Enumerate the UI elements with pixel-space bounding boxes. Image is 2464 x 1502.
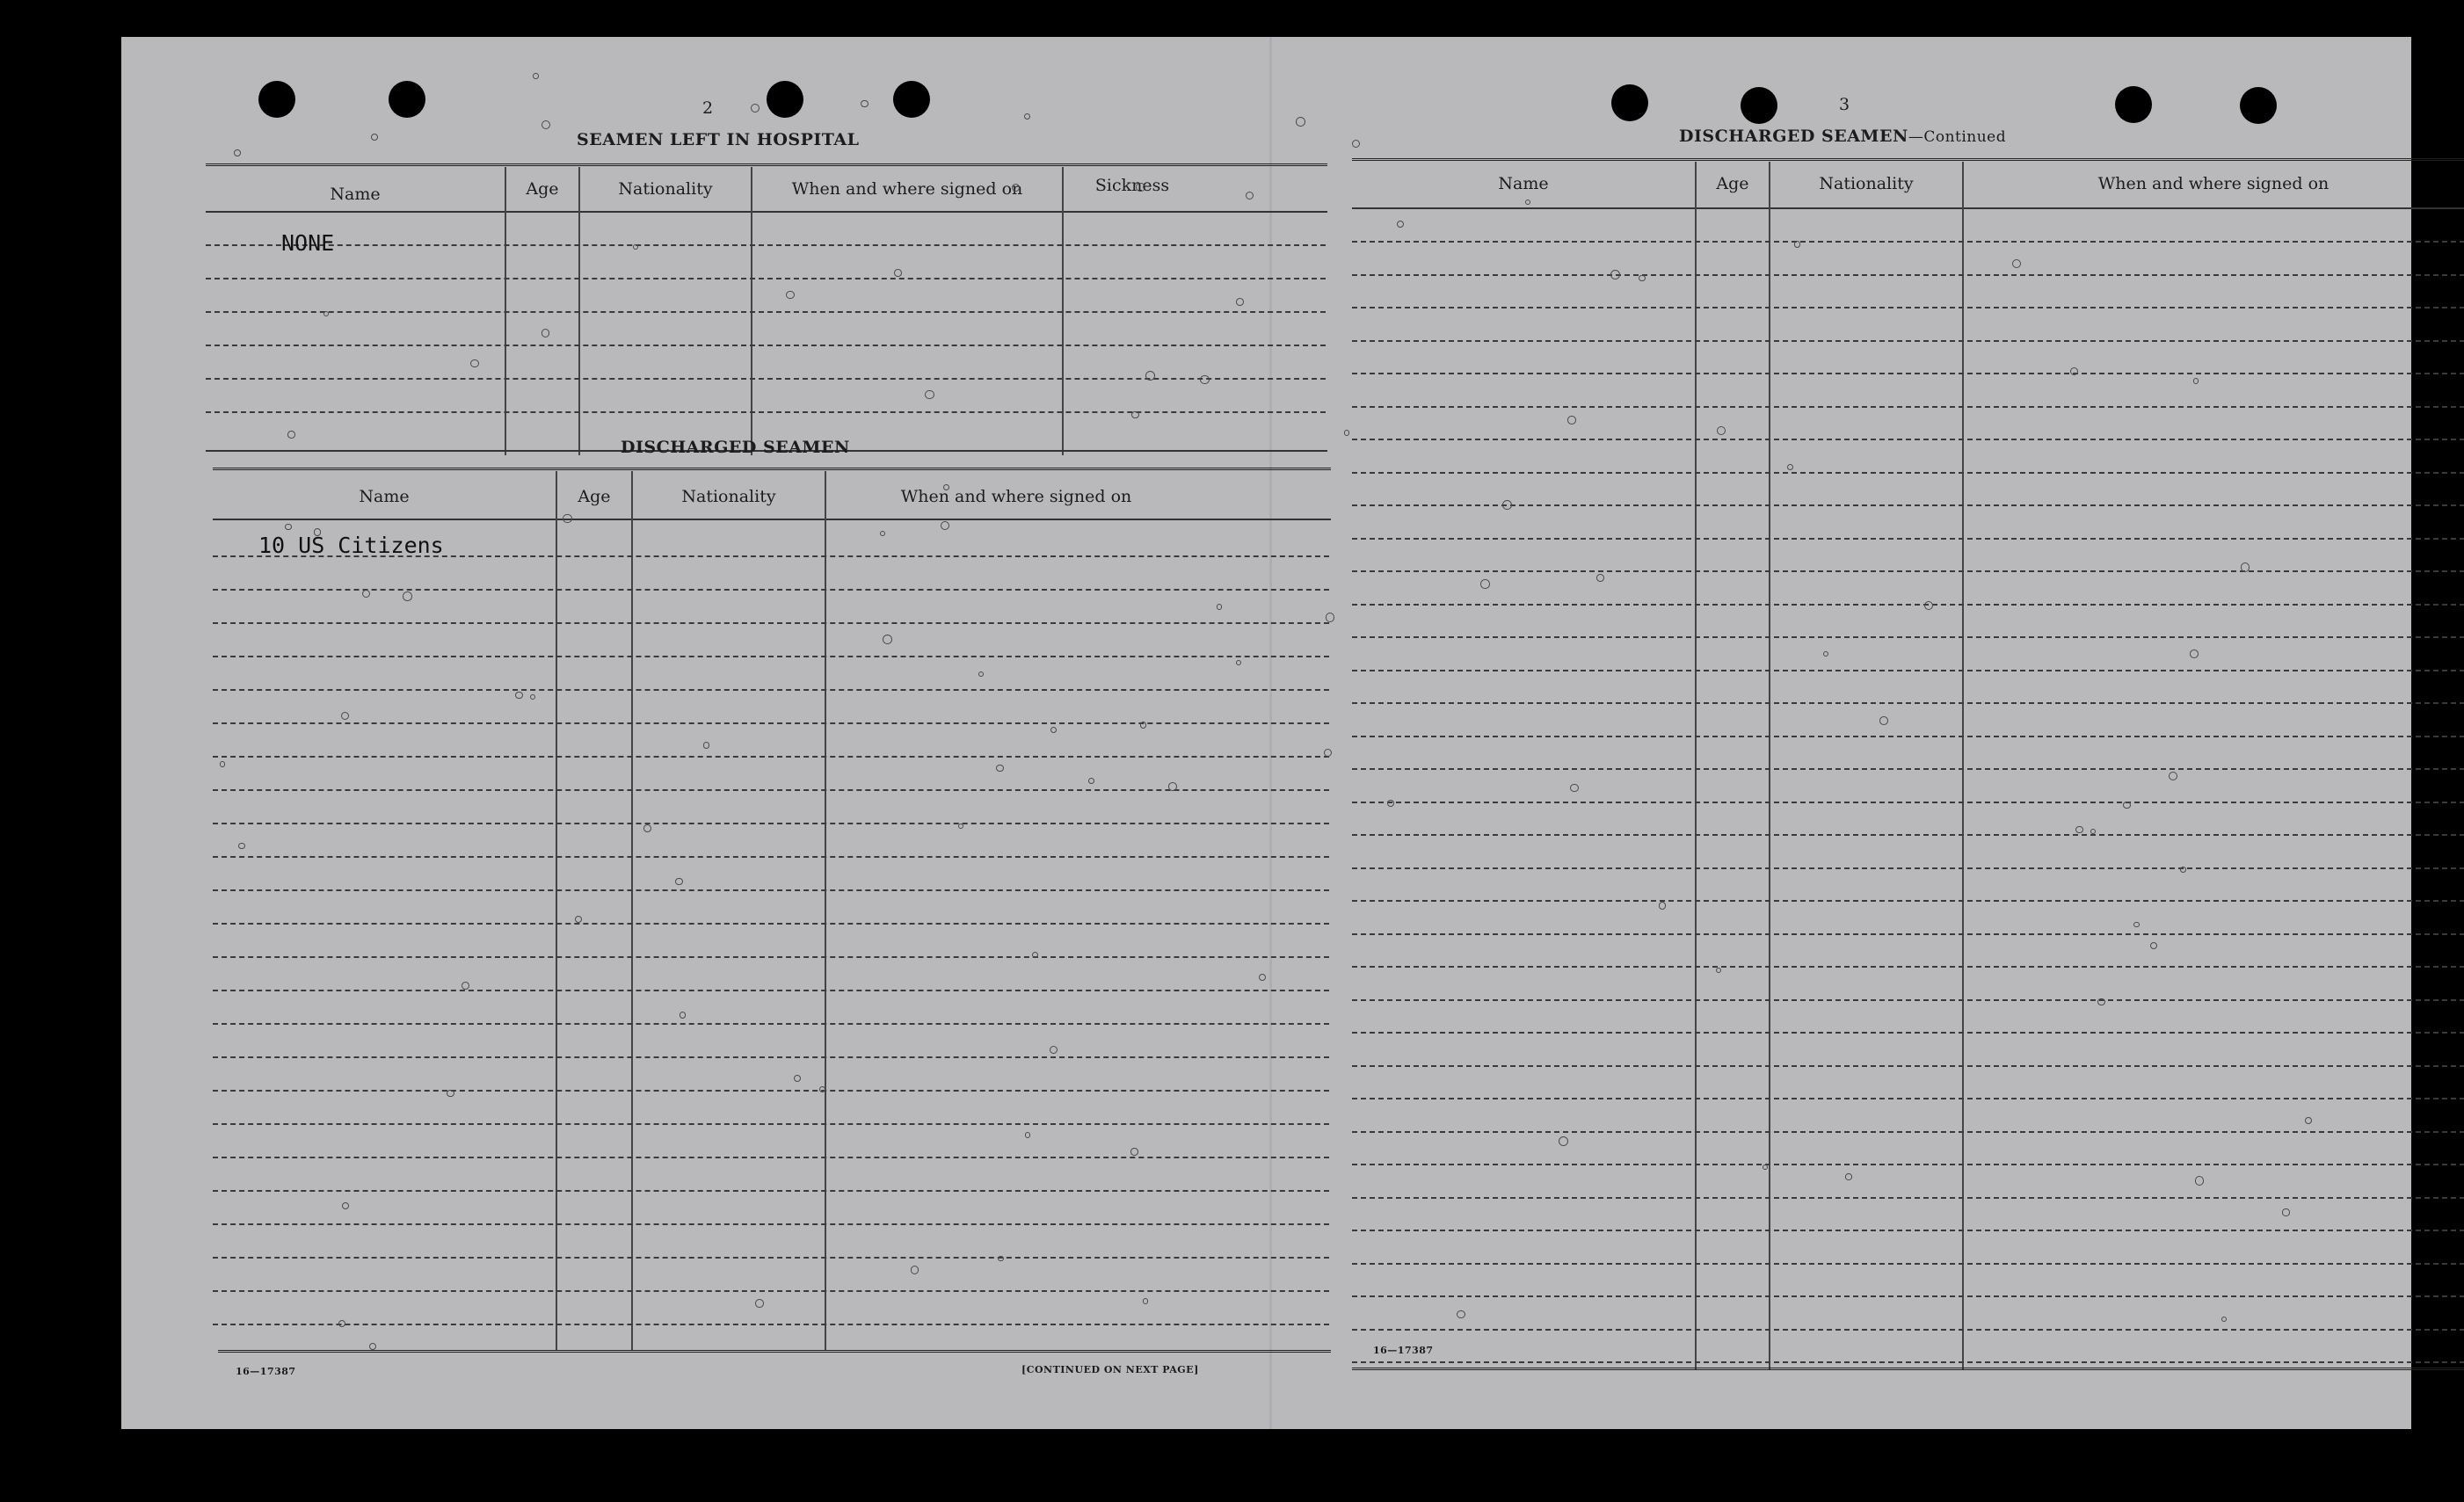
paper-speck [958,824,963,829]
paper-speck [2190,649,2199,658]
table-row-line [1352,900,2464,902]
paper-speck [643,824,651,832]
paper-speck [1596,574,1604,582]
table-row-line [213,789,1329,791]
paper-speck [880,531,885,536]
right-bottom-rule [1352,1368,2464,1370]
discharged-section-title: DISCHARGED SEAMEN [621,438,850,457]
paper-speck [2169,772,2177,780]
right-col-age: Age [1716,174,1749,193]
paper-speck [1131,411,1138,418]
right-title-suffix: —Continued [1908,128,2007,146]
paper-speck [2090,829,2096,834]
discharged-header-rule [213,519,1331,520]
table-row-line [213,923,1329,925]
discharged-col-divider [631,471,633,1350]
hospital-col-age: Age [526,179,559,199]
paper-speck [2150,942,2157,949]
paper-speck [470,359,478,367]
punch-hole [893,81,930,118]
discharged-top-rule [213,468,1331,470]
hospital-section-title: SEAMEN LEFT IN HOSPITAL [577,130,860,149]
table-row-line [1352,1197,2464,1199]
right-col-signed-on: When and where signed on [2097,174,2330,193]
paper-speck [1525,200,1530,205]
paper-speck [1794,241,1800,247]
continued-note: [CONTINUED ON NEXT PAGE] [1021,1364,1199,1375]
paper-speck [462,982,469,990]
right-col-divider [1695,162,1697,1369]
table-row-line [1352,1361,2464,1363]
right-col-divider [1769,162,1770,1369]
table-row-line [213,589,1329,591]
paper-speck [633,244,638,250]
paper-speck [1296,117,1305,127]
paper-speck [285,524,291,530]
table-row-line [213,1056,1329,1058]
paper-speck [220,761,225,766]
paper-speck [680,1012,687,1019]
paper-speck [2075,826,2082,833]
table-row-line [1352,307,2464,308]
discharged-entry-text: 10 US Citizens [258,533,444,558]
table-row-line [1352,1098,2464,1099]
table-row-line [213,956,1329,958]
table-row-line [213,722,1329,724]
right-section-title [1679,127,2006,146]
paper-speck [1823,651,1828,657]
table-row-line [1352,1263,2464,1265]
paper-speck [2282,1208,2289,1215]
punch-hole [767,81,803,118]
paper-speck [1567,416,1576,424]
table-row-line [213,689,1329,691]
paper-speck [1352,140,1360,148]
paper-speck [541,120,550,129]
paper-speck [342,1202,349,1209]
paper-speck [786,291,794,299]
paper-speck [575,916,582,923]
paper-speck [703,742,710,749]
paper-speck [403,591,412,601]
table-row-line [1352,966,2464,968]
hospital-row-line [206,244,1326,246]
paper-speck [371,134,378,141]
paper-speck [911,1266,919,1274]
paper-speck [238,843,245,850]
table-row-line [1352,1230,2464,1231]
table-row-line [1352,702,2464,704]
paper-speck [1324,749,1333,758]
discharged-col-signed-on: When and where signed on [900,487,1132,506]
paper-speck [541,329,549,337]
table-row-line [213,1190,1329,1192]
right-col-nationality: Nationality [1819,174,1914,193]
paper-speck [998,1256,1004,1262]
form-number-right: 16—17387 [1373,1345,1434,1356]
punch-hole [1611,84,1648,121]
form-number-left: 16—17387 [236,1366,296,1377]
table-row-line [213,1290,1329,1292]
punch-hole [2240,87,2277,124]
paper-speck [1457,1310,1465,1319]
paper-speck [1717,426,1726,435]
paper-speck [1387,800,1394,807]
paper-speck [1025,1132,1031,1138]
paper-speck [751,104,760,112]
paper-speck [1246,192,1254,200]
paper-speck [2097,998,2104,1005]
table-row-line [1352,538,2464,540]
paper-speck [2221,1317,2227,1322]
paper-speck [2070,367,2078,375]
paper-speck [1136,183,1145,192]
punch-hole [389,81,425,118]
paper-speck [1559,1136,1568,1146]
paper-speck [943,484,949,490]
paper-speck [533,73,539,79]
table-row-line [1352,1131,2464,1133]
punch-hole [2115,86,2152,123]
discharged-col-name: Name [359,487,410,506]
table-row-line [213,889,1329,891]
paper-speck [1050,1046,1058,1054]
paper-speck [2305,1117,2312,1124]
paper-speck [1143,1298,1149,1304]
paper-speck [755,1299,764,1308]
table-row-line [1352,439,2464,440]
paper-speck [894,269,902,277]
paper-speck [1050,727,1057,733]
hospital-col-nationality: Nationality [618,179,713,199]
paper-speck [2123,802,2130,809]
paper-speck [1397,221,1404,228]
page-number-right: 3 [1838,95,1850,114]
table-row-line [1352,933,2464,935]
paper-speck [1716,968,1722,974]
paper-speck [1259,974,1266,981]
right-header-rule [1352,207,2464,209]
paper-speck [2193,378,2199,383]
paper-speck [1787,464,1793,470]
paper-speck [515,692,522,699]
table-row-line [1352,999,2464,1001]
paper-speck [1480,579,1490,589]
table-row-line [1352,373,2464,374]
table-row-line [1352,504,2464,506]
paper-speck [234,149,241,156]
table-row-line [213,1324,1329,1325]
table-row-line [213,1157,1329,1158]
paper-speck [338,1320,345,1327]
paper-speck [1088,778,1094,784]
paper-speck [1845,1173,1851,1179]
table-row-line [1352,340,2464,342]
punch-hole [1741,87,1777,124]
paper-speck [1924,601,1934,611]
hospital-col-signed-on: When and where signed on [791,179,1023,199]
table-row-line [213,1223,1329,1225]
paper-speck [1879,716,1888,725]
table-row-line [213,1090,1329,1092]
table-row-line [1352,736,2464,737]
hospital-row-line [206,311,1326,313]
paper-speck [1502,500,1512,510]
discharged-col-divider [825,471,826,1350]
right-title-main: DISCHARGED SEAMEN [1679,127,1908,146]
paper-speck [362,590,370,598]
hospital-top-rule [206,163,1327,166]
table-row-line [213,656,1329,657]
paper-speck [2133,922,2140,928]
discharged-col-divider [556,471,557,1350]
hospital-row-line [206,411,1326,413]
table-row-line [1352,241,2464,243]
paper-speck [861,100,869,108]
paper-speck [1200,375,1209,384]
paper-speck [941,521,949,530]
paper-speck [1639,275,1645,281]
paper-speck [1659,902,1666,909]
paper-speck [1344,430,1349,435]
paper-speck [883,635,892,644]
table-row-line [213,823,1329,824]
paper-speck [323,311,329,316]
discharged-col-age: Age [578,487,611,506]
paper-speck [1140,722,1146,728]
paper-speck [1145,371,1155,381]
table-row-line [213,1123,1329,1125]
table-row-line [1352,802,2464,803]
table-row-line [1352,768,2464,770]
paper-speck [978,671,984,677]
table-row-line [1352,670,2464,671]
table-row-line [1352,472,2464,474]
right-col-divider [1962,162,1964,1369]
table-row-line [213,756,1329,758]
paper-speck [2195,1176,2205,1186]
paper-speck [925,390,934,399]
table-row-line [1352,1032,2464,1034]
paper-speck [1130,1148,1138,1155]
table-row-line [1352,867,2464,869]
table-row-line [1352,1295,2464,1297]
paper-speck [447,1090,454,1097]
paper-speck [675,878,682,885]
punch-hole [258,81,295,118]
paper-speck [794,1075,801,1082]
paper-speck [1570,784,1579,793]
table-row-line [213,1257,1329,1259]
table-row-line [1352,1164,2464,1165]
page-number-left: 2 [701,98,714,118]
table-row-line [213,856,1329,858]
hospital-row-line [206,378,1326,380]
table-row-line [213,622,1329,624]
table-row-line [1352,636,2464,638]
table-row-line [1352,1065,2464,1067]
paper-speck [2012,259,2021,268]
table-row-line [1352,274,2464,276]
paper-speck [1236,660,1241,665]
hospital-col-name: Name [330,185,381,204]
hospital-header-rule [206,211,1327,213]
paper-speck [1217,604,1223,610]
paper-speck [530,694,535,700]
paper-speck [1236,298,1244,306]
table-row-line [1352,406,2464,408]
document-sheet [121,37,2411,1429]
paper-speck [287,431,294,438]
paper-speck [1168,782,1177,791]
paper-speck [2180,867,2186,873]
paper-speck [563,514,571,523]
paper-speck [1610,270,1620,279]
paper-speck [996,765,1003,772]
table-row-line [1352,604,2464,606]
right-top-rule [1352,158,2464,161]
hospital-row-line [206,278,1326,279]
hospital-row-line [206,345,1326,346]
discharged-col-nationality: Nationality [681,487,776,506]
hospital-col-sickness: Sickness [1094,176,1170,195]
paper-speck [1326,613,1335,622]
paper-speck [2241,562,2250,571]
paper-speck [314,528,321,535]
table-row-line [1352,1329,2464,1331]
table-row-line [1352,570,2464,572]
table-row-line [213,1023,1329,1025]
right-col-name: Name [1498,174,1549,193]
paper-speck [341,712,349,720]
paper-speck [1763,1165,1769,1171]
table-row-line [213,990,1329,991]
discharged-bottom-rule [218,1350,1331,1353]
hospital-entry-text: NONE [281,230,335,256]
table-row-line [1352,834,2464,836]
paper-speck [1024,113,1030,120]
